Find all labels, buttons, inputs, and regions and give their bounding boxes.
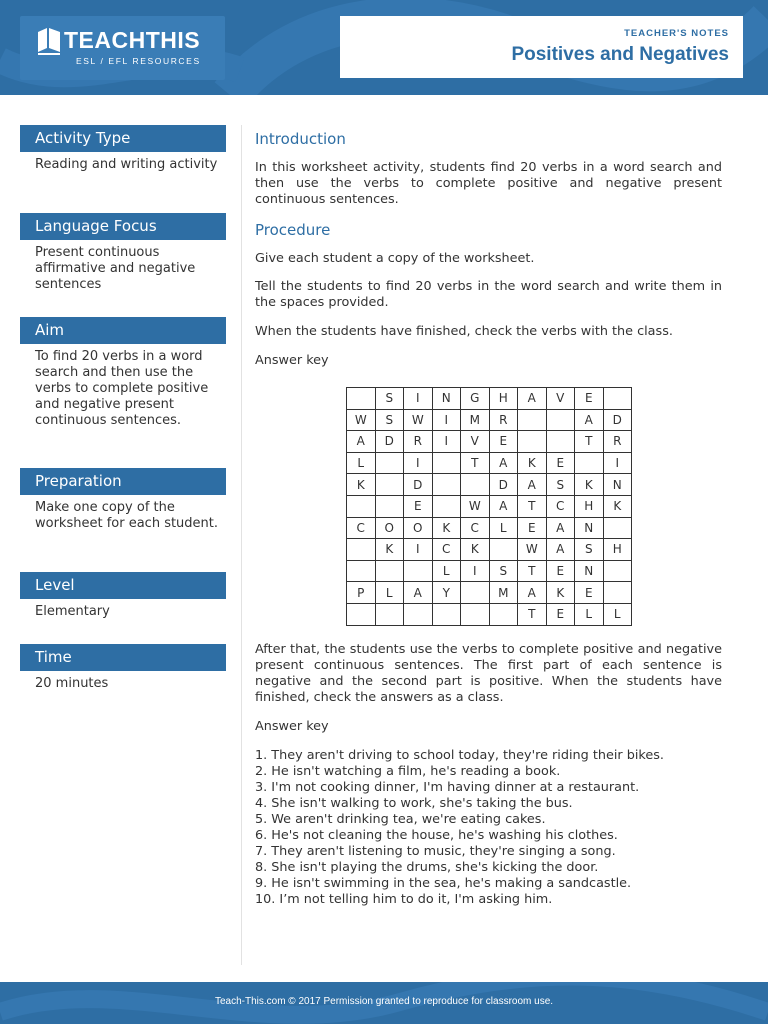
grid-cell: W bbox=[347, 409, 376, 431]
main-content-lower bbox=[255, 642, 722, 735]
grid-cell bbox=[375, 560, 404, 582]
grid-cell: T bbox=[518, 560, 547, 582]
grid-cell bbox=[432, 495, 461, 517]
grid-cell: L bbox=[347, 452, 376, 474]
grid-cell: K bbox=[461, 539, 490, 561]
introduction-text: In this worksheet activity, students find 20 verbs in a word search and then use the verbs to complete positive and negative present continuous sentences. bbox=[255, 160, 722, 207]
grid-cell: P bbox=[347, 582, 376, 604]
grid-cell: N bbox=[603, 474, 632, 496]
title-panel bbox=[340, 16, 743, 78]
grid-cell: H bbox=[603, 539, 632, 561]
grid-cell: A bbox=[489, 495, 518, 517]
grid-cell: E bbox=[575, 582, 604, 604]
grid-cell bbox=[347, 495, 376, 517]
section-body: Reading and writing activity bbox=[35, 157, 218, 172]
grid-cell: L bbox=[432, 560, 461, 582]
section-heading: Language Focus bbox=[20, 213, 226, 240]
grid-cell: A bbox=[518, 474, 547, 496]
grid-row bbox=[347, 452, 632, 474]
sidebar-section-level bbox=[20, 572, 226, 644]
answer-key-label: Answer key bbox=[255, 719, 329, 734]
grid-cell bbox=[347, 603, 376, 625]
grid-cell bbox=[347, 388, 376, 410]
grid-cell: A bbox=[546, 539, 575, 561]
grid-cell: E bbox=[546, 603, 575, 625]
procedure-heading: Procedure bbox=[255, 221, 331, 239]
page-title: Positives and Negatives bbox=[511, 44, 729, 65]
grid-row bbox=[347, 539, 632, 561]
grid-cell: A bbox=[489, 452, 518, 474]
grid-cell: E bbox=[489, 431, 518, 453]
answer-key-label: Answer key bbox=[255, 353, 329, 368]
grid-cell: V bbox=[461, 431, 490, 453]
grid-cell: C bbox=[546, 495, 575, 517]
grid-cell: L bbox=[489, 517, 518, 539]
grid-row bbox=[347, 495, 632, 517]
brand-tagline: ESL / EFL RESOURCES bbox=[76, 56, 201, 66]
grid-cell bbox=[603, 388, 632, 410]
grid-cell: D bbox=[404, 474, 433, 496]
brand-name: TEACHTHIS bbox=[64, 27, 201, 53]
word-search-grid bbox=[346, 387, 632, 626]
grid-cell: C bbox=[347, 517, 376, 539]
grid-cell: T bbox=[518, 603, 547, 625]
grid-cell bbox=[603, 582, 632, 604]
answer-item: 5. We aren't drinking tea, we're eating cakes. bbox=[255, 812, 546, 827]
grid-cell: I bbox=[404, 452, 433, 474]
grid-cell bbox=[432, 452, 461, 474]
grid-cell: T bbox=[575, 431, 604, 453]
grid-cell: W bbox=[518, 539, 547, 561]
grid-cell bbox=[347, 560, 376, 582]
answer-item: 7. They aren't listening to music, they're singing a song. bbox=[255, 844, 616, 859]
grid-cell: E bbox=[518, 517, 547, 539]
grid-cell bbox=[603, 560, 632, 582]
grid-cell: H bbox=[575, 495, 604, 517]
grid-cell: D bbox=[375, 431, 404, 453]
grid-cell: I bbox=[404, 388, 433, 410]
grid-cell: D bbox=[603, 409, 632, 431]
grid-cell: G bbox=[461, 388, 490, 410]
grid-cell bbox=[404, 560, 433, 582]
main-content bbox=[255, 128, 722, 369]
sidebar-section-aim bbox=[20, 317, 226, 468]
grid-cell: O bbox=[404, 517, 433, 539]
grid-cell bbox=[375, 495, 404, 517]
section-heading: Aim bbox=[20, 317, 226, 344]
grid-cell bbox=[432, 474, 461, 496]
grid-cell: K bbox=[375, 539, 404, 561]
section-body: To find 20 verbs in a word search and then use the verbs to complete positive and negative present continuous sentences. bbox=[35, 349, 209, 428]
answer-list bbox=[255, 748, 725, 908]
answer-item: 10. I’m not telling him to do it, I'm asking him. bbox=[255, 892, 553, 907]
grid-cell bbox=[575, 452, 604, 474]
grid-cell: M bbox=[489, 582, 518, 604]
answer-item: 2. He isn't watching a film, he's reading a book. bbox=[255, 764, 561, 779]
grid-cell bbox=[461, 582, 490, 604]
book-icon bbox=[36, 26, 62, 56]
answer-item: 4. She isn't walking to work, she's taking the bus. bbox=[255, 796, 573, 811]
grid-cell: L bbox=[603, 603, 632, 625]
grid-cell: O bbox=[375, 517, 404, 539]
grid-cell: I bbox=[432, 431, 461, 453]
grid-cell: S bbox=[375, 409, 404, 431]
grid-cell: A bbox=[546, 517, 575, 539]
grid-cell: N bbox=[575, 517, 604, 539]
grid-cell: C bbox=[432, 539, 461, 561]
procedure-step-2: Tell the students to find 20 verbs in the word search and write them in the spaces provided. bbox=[255, 279, 722, 310]
grid-row bbox=[347, 582, 632, 604]
grid-cell: C bbox=[461, 517, 490, 539]
grid-row bbox=[347, 431, 632, 453]
procedure-step-1: Give each student a copy of the worksheet. bbox=[255, 251, 535, 266]
grid-cell: A bbox=[404, 582, 433, 604]
grid-cell: K bbox=[347, 474, 376, 496]
grid-row bbox=[347, 603, 632, 625]
grid-cell bbox=[461, 474, 490, 496]
grid-cell bbox=[546, 431, 575, 453]
grid-cell: L bbox=[575, 603, 604, 625]
sidebar-section-activity-type bbox=[20, 125, 226, 213]
section-heading: Level bbox=[20, 572, 226, 599]
sidebar bbox=[20, 125, 226, 704]
section-body: Present continuous affirmative and negative sentences bbox=[35, 245, 196, 292]
grid-cell: K bbox=[518, 452, 547, 474]
grid-cell: S bbox=[575, 539, 604, 561]
grid-row bbox=[347, 560, 632, 582]
grid-cell bbox=[375, 474, 404, 496]
grid-cell: V bbox=[546, 388, 575, 410]
grid-cell bbox=[518, 409, 547, 431]
grid-cell bbox=[375, 452, 404, 474]
procedure-step-4: After that, the students use the verbs to complete positive and negative present continuous sentences. The first part of each sentence is negative and the second part is positive. When the students have finished, check the answers as a class. bbox=[255, 642, 722, 705]
sidebar-section-language-focus bbox=[20, 213, 226, 317]
grid-cell: K bbox=[603, 495, 632, 517]
grid-cell: T bbox=[461, 452, 490, 474]
brand-logo[interactable] bbox=[20, 16, 225, 80]
answer-item: 6. He's not cleaning the house, he's washing his clothes. bbox=[255, 828, 618, 843]
grid-cell: R bbox=[489, 409, 518, 431]
grid-cell: E bbox=[575, 388, 604, 410]
grid-cell bbox=[432, 603, 461, 625]
grid-cell: E bbox=[546, 452, 575, 474]
grid-cell: K bbox=[575, 474, 604, 496]
grid-cell: M bbox=[461, 409, 490, 431]
grid-cell: S bbox=[375, 388, 404, 410]
sidebar-section-time bbox=[20, 644, 226, 704]
grid-cell: R bbox=[404, 431, 433, 453]
answer-item: 8. She isn't playing the drums, she's kicking the door. bbox=[255, 860, 599, 875]
grid-cell bbox=[347, 539, 376, 561]
section-heading: Preparation bbox=[20, 468, 226, 495]
section-body: Make one copy of the worksheet for each student. bbox=[35, 500, 219, 531]
section-heading: Time bbox=[20, 644, 226, 671]
grid-cell bbox=[489, 539, 518, 561]
grid-cell: E bbox=[404, 495, 433, 517]
copyright-notice: Teach-This.com © 2017 Permission granted to reproduce for classroom use. bbox=[214, 996, 554, 1007]
grid-cell: N bbox=[575, 560, 604, 582]
grid-cell: I bbox=[432, 409, 461, 431]
grid-cell: K bbox=[546, 582, 575, 604]
answer-item: 9. He isn't swimming in the sea, he's making a sandcastle. bbox=[255, 876, 632, 891]
column-divider bbox=[241, 125, 242, 965]
grid-cell: R bbox=[603, 431, 632, 453]
grid-cell bbox=[603, 517, 632, 539]
grid-cell bbox=[461, 603, 490, 625]
grid-cell: L bbox=[375, 582, 404, 604]
grid-cell bbox=[518, 431, 547, 453]
grid-cell bbox=[375, 603, 404, 625]
grid-cell bbox=[404, 603, 433, 625]
answer-item: 1. They aren't driving to school today, they're riding their bikes. bbox=[255, 748, 664, 763]
grid-row bbox=[347, 388, 632, 410]
grid-cell: Y bbox=[432, 582, 461, 604]
grid-cell bbox=[546, 409, 575, 431]
grid-cell: T bbox=[518, 495, 547, 517]
grid-cell: S bbox=[546, 474, 575, 496]
grid-cell: W bbox=[461, 495, 490, 517]
notes-label: TEACHER'S NOTES bbox=[624, 28, 729, 39]
grid-cell: D bbox=[489, 474, 518, 496]
grid-cell: I bbox=[603, 452, 632, 474]
grid-cell: N bbox=[432, 388, 461, 410]
grid-row bbox=[347, 474, 632, 496]
grid-row bbox=[347, 517, 632, 539]
grid-cell: W bbox=[404, 409, 433, 431]
page-header bbox=[0, 0, 768, 95]
sidebar-section-preparation bbox=[20, 468, 226, 572]
grid-cell: A bbox=[575, 409, 604, 431]
grid-cell: I bbox=[461, 560, 490, 582]
grid-cell: A bbox=[518, 582, 547, 604]
grid-cell: A bbox=[347, 431, 376, 453]
grid-cell: I bbox=[404, 539, 433, 561]
answer-item: 3. I'm not cooking dinner, I'm having dinner at a restaurant. bbox=[255, 780, 640, 795]
grid-cell: E bbox=[546, 560, 575, 582]
section-body: Elementary bbox=[35, 604, 110, 619]
grid-row bbox=[347, 409, 632, 431]
section-heading: Activity Type bbox=[20, 125, 226, 152]
grid-cell: A bbox=[518, 388, 547, 410]
procedure-step-3: When the students have finished, check the verbs with the class. bbox=[255, 324, 673, 339]
grid-cell: H bbox=[489, 388, 518, 410]
section-body: 20 minutes bbox=[35, 676, 109, 691]
page-footer bbox=[0, 982, 768, 1024]
introduction-heading: Introduction bbox=[255, 130, 346, 148]
grid-cell: K bbox=[432, 517, 461, 539]
grid-cell bbox=[489, 603, 518, 625]
grid-cell: S bbox=[489, 560, 518, 582]
